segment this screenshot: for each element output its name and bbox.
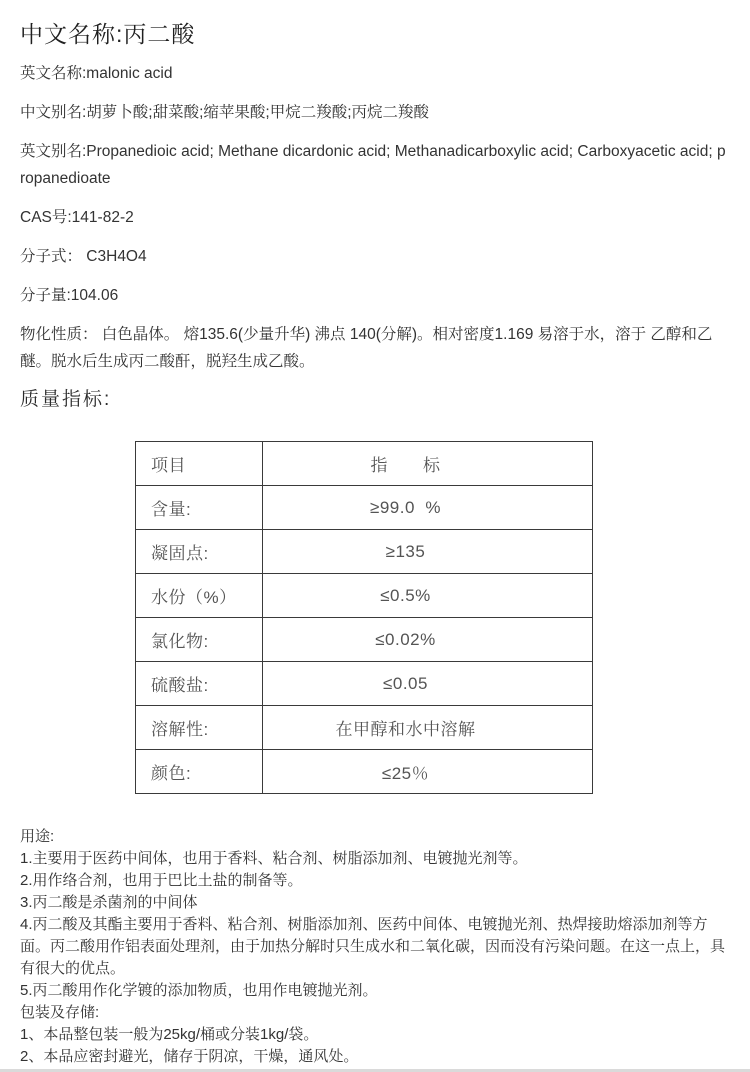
- table-row: [136, 750, 593, 794]
- quality-spec-heading: 质量指标:: [20, 389, 112, 410]
- product-info-section: [20, 60, 730, 375]
- packaging-item: 2、本品应密封避光，储存于阴凉，干燥，通风处。: [20, 1048, 359, 1065]
- spec-name-cell: 氯化物:: [136, 618, 263, 662]
- spec-value-cell: ≥135: [263, 530, 593, 574]
- spec-name-cell: 凝固点:: [136, 530, 263, 574]
- table-header-row: [136, 442, 593, 486]
- usage-item: 4.丙二酸及其酯主要用于香料、粘合剂、树脂添加剂、医药中间体、电镀抛光剂、热焊接助熔添加剂等方面。丙二酸用作铝表面处理剂，由于加热分解时只生成水和二氧化碳，因而没有污染问题。在这一点上，具有很大的优点。: [20, 916, 726, 977]
- spec-name-cell: 硫酸盐:: [136, 662, 263, 706]
- spec-value-cell: 在甲醇和水中溶解: [263, 706, 593, 750]
- table-row: [136, 530, 593, 574]
- spec-value-column-header: 指 标: [263, 442, 593, 486]
- spec-name-cell: 溶解性:: [136, 706, 263, 750]
- spec-name-cell: 颜色:: [136, 750, 263, 794]
- table-row: [136, 706, 593, 750]
- spec-value-cell: ≤0.02%: [263, 618, 593, 662]
- usage-item: 3.丙二酸是杀菌剂的中间体: [20, 894, 198, 911]
- spec-item-column-header: 项目: [136, 442, 263, 486]
- spec-value-cell: ≥99.0 %: [263, 486, 593, 530]
- english-name-line: 英文名称:malonic acid: [20, 65, 173, 82]
- cas-number-line: CAS号:141-82-2: [20, 209, 134, 226]
- packaging-heading: 包装及存储:: [20, 1004, 100, 1021]
- table-row: [136, 486, 593, 530]
- usage-item: 2.用作络合剂，也用于巴比土盐的制备等。: [20, 872, 303, 889]
- english-alias-line: 英文别名:Propanedioic acid; Methane dicardonic acid; Methanadicarboxylic acid; Carboxyacetic acid; propanedioate: [20, 143, 726, 187]
- spec-name-cell: 水份（%）: [136, 574, 263, 618]
- molecular-formula-line: 分子式： C3H4O4: [20, 248, 147, 265]
- spec-value-cell: ≤25％: [263, 750, 593, 794]
- table-row: [136, 618, 593, 662]
- table-row: [136, 662, 593, 706]
- spec-name-cell: 含量:: [136, 486, 263, 530]
- quality-spec-table: [135, 441, 593, 794]
- chinese-alias-line: 中文别名:胡萝卜酸;甜菜酸;缩苹果酸;甲烷二羧酸;丙烷二羧酸: [20, 104, 430, 121]
- molecular-weight-line: 分子量:104.06: [20, 287, 119, 304]
- usage-heading: 用途:: [20, 828, 55, 845]
- usage-and-packaging-section: [20, 826, 730, 1068]
- usage-item: 5.丙二酸用作化学镀的添加物质，也用作电镀抛光剂。: [20, 982, 378, 999]
- physical-properties-line: 物化性质： 白色晶体。 熔135.6(少量升华) 沸点 140(分解)。相对密度1.169 易溶于水，溶于 乙醇和乙醚。脱水后生成丙二酸酐，脱羟生成乙酸。: [20, 326, 713, 370]
- usage-item: 1.主要用于医药中间体，也用于香料、粘合剂、树脂添加剂、电镀抛光剂等。: [20, 850, 528, 867]
- page-title: 中文名称:丙二酸: [20, 21, 196, 47]
- packaging-item: 1、本品整包装一般为25kg/桶或分装1kg/袋。: [20, 1026, 319, 1043]
- table-row: [136, 574, 593, 618]
- spec-value-cell: ≤0.05: [263, 662, 593, 706]
- spec-value-cell: ≤0.5%: [263, 574, 593, 618]
